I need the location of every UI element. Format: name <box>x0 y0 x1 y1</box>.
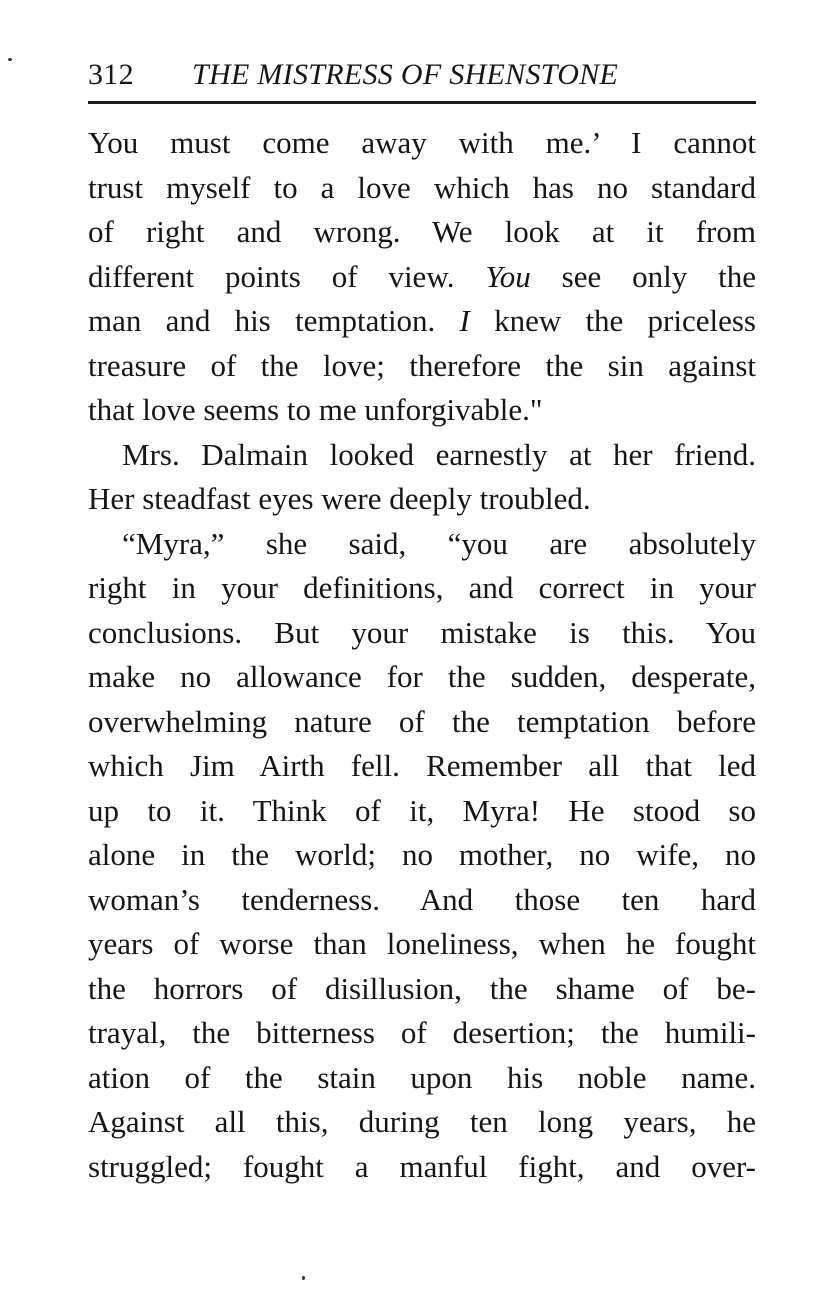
text-line: right in your definitions, and correct in your <box>88 570 756 605</box>
text-segment: knew the priceless <box>469 303 756 338</box>
text-line: Against all this, during ten long years, he <box>88 1104 756 1139</box>
text-segment: different points of view. <box>88 258 486 294</box>
emphasis-word: You <box>485 258 531 294</box>
text-line <box>88 255 756 300</box>
text-line: Her steadfast eyes were deeply troubled. <box>88 481 591 516</box>
text-line: of right and wrong. We look at it from <box>88 214 756 249</box>
text-line: make no allowance for the sudden, desperate, <box>88 659 756 694</box>
header-rule <box>88 101 756 104</box>
text-line: “Myra,” she said, “you are absolutely <box>122 525 756 561</box>
emphasis-word: I <box>459 303 470 338</box>
text-line: ation of the stain upon his noble name. <box>88 1059 756 1095</box>
body-text <box>88 121 756 1189</box>
text-segment: see only the <box>530 258 756 294</box>
text-line: trust myself to a love which has no standard <box>88 169 756 205</box>
text-segment: man and his temptation. <box>88 303 460 338</box>
text-line: Mrs. Dalmain looked earnestly at her friend. <box>122 436 756 472</box>
text-line: alone in the world; no mother, no wife, no <box>88 837 756 872</box>
scan-speck <box>8 58 12 61</box>
page-number: 312 <box>88 58 134 91</box>
text-line: years of worse than loneliness, when he fought <box>88 926 756 961</box>
text-line <box>88 299 756 344</box>
text-line: up to it. Think of it, Myra! He stood so <box>88 792 756 828</box>
text-line: which Jim Airth fell. Remember all that led <box>88 748 756 783</box>
text-line: trayal, the bitterness of desertion; the humili- <box>88 1015 756 1050</box>
text-line: conclusions. But your mistake is this. You <box>88 614 756 650</box>
text-line: the horrors of disillusion, the shame of be- <box>88 970 756 1006</box>
text-line: that love seems to me unforgivable." <box>88 392 543 427</box>
text-line: struggled; fought a manful fight, and over- <box>88 1148 756 1184</box>
text-line: overwhelming nature of the temptation before <box>88 703 756 739</box>
running-head <box>88 52 756 96</box>
text-line: treasure of the love; therefore the sin against <box>88 347 756 383</box>
scan-speck <box>302 1276 305 1280</box>
running-title: THE MISTRESS OF SHENSTONE <box>192 58 619 91</box>
text-line: You must come away with me.’ I cannot <box>88 125 756 160</box>
text-line: woman’s tenderness. And those ten hard <box>88 881 756 917</box>
